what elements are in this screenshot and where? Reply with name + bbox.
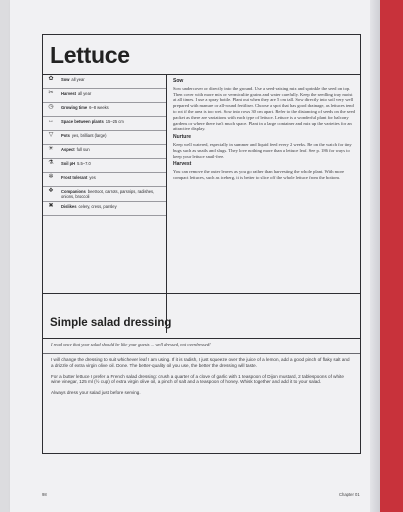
- recipe-paragraph: For a butter lettuce I prefer a French salad dressing: crush a quarter of a clove of garlic with 1 teaspoon of Dijon mustard, 2 tablespoons of white wine vinegar, 125 ml (½ cup) of extra virgin olive oil, a pinch of salt and a teaspoon of honey. Whisk together and add it to your salad.: [51, 373, 344, 385]
- sun-icon: ☀: [48, 146, 54, 152]
- fact-row: [43, 145, 166, 159]
- recipe-paragraph: Always dress your salad just before serving.: [51, 390, 141, 396]
- fact-label: Soil pH: [61, 161, 76, 166]
- ph-icon: ⚗: [48, 160, 54, 166]
- spacing-icon: ↔: [48, 118, 54, 124]
- fact-label: Companions: [61, 189, 86, 194]
- book-cover-edge: [380, 0, 403, 512]
- recipe-quote: I read once that your salad should be like your guests ... well dressed, not overdressed!: [51, 342, 211, 347]
- fact-value: beetroot, carrots, parsnips, radishes, onions, broccoli: [61, 189, 155, 199]
- fact-label: Dislikes: [61, 204, 77, 209]
- fact-content: [61, 91, 163, 96]
- facts-column: [43, 75, 167, 333]
- pot-icon: ▽: [48, 132, 54, 138]
- fact-row: [43, 117, 166, 131]
- recipe-paragraph: I will change the dressing to suit whichever leaf I am using. If it is radish, I just squeeze over the juice of a lemon, add a good pinch of flaky salt and a drizzle of extra virgin olive oil. Done. The better-quality oil you use, the better the dressing will taste.: [51, 357, 350, 368]
- fact-content: [61, 77, 163, 82]
- section-heading-nurture: Nurture: [173, 134, 192, 141]
- fact-content: [61, 133, 163, 138]
- fact-label: Space between plants: [61, 119, 104, 124]
- fact-value: 6–8 weeks: [89, 105, 109, 110]
- fact-content: [61, 175, 163, 180]
- page-edge: [370, 0, 380, 512]
- section-text-harvest: You can remove the outer leaves as you go rather than harvesting the whole plant. With more compact lettuces, such as iceberg, it is better to slice off the whole lettuce from the bottom.: [173, 169, 345, 180]
- recipe-body: [51, 357, 351, 401]
- section-divider: [43, 293, 360, 294]
- fact-value: 5.5–7.0: [77, 161, 91, 166]
- seedling-icon: ✿: [48, 76, 54, 82]
- fact-row: [43, 202, 166, 216]
- fact-content: [61, 105, 163, 110]
- fact-content: [61, 147, 163, 152]
- frost-icon: ✲: [48, 174, 54, 180]
- fact-content: [61, 189, 163, 199]
- section-heading-harvest: Harvest: [173, 161, 192, 168]
- fact-row: [43, 173, 166, 187]
- content-frame: [42, 34, 361, 454]
- fact-row: [43, 75, 166, 89]
- title-row: [43, 35, 360, 75]
- fact-label: Growing time: [61, 105, 88, 110]
- companion-icon: ❖: [48, 188, 54, 194]
- page-number: 98: [42, 492, 47, 497]
- fact-content: [61, 119, 163, 124]
- fact-label: Frost tolerant: [61, 175, 88, 180]
- fact-label: Aspect: [61, 147, 75, 152]
- fact-value: yes: [89, 175, 96, 180]
- fact-content: [61, 204, 163, 209]
- fact-value: all year: [78, 91, 92, 96]
- fact-label: Sow: [61, 77, 70, 82]
- fact-value: yes, brilliant (large): [71, 133, 107, 138]
- fact-content: [61, 161, 163, 166]
- fact-row: [43, 187, 166, 202]
- recipe-divider: [43, 338, 360, 339]
- fact-row: [43, 103, 166, 117]
- recipe-title: Simple salad dressing: [50, 317, 172, 329]
- fact-value: all year: [71, 77, 85, 82]
- quote-divider: [43, 353, 360, 354]
- fact-value: 15–25 cm: [105, 119, 124, 124]
- fact-label: Harvest: [61, 91, 77, 96]
- section-text-nurture: Keep well watered, especially in summer and liquid feed every 2 weeks. Be on the watch for tiny bugs such as snails and slugs. They love nothing more than a lettuce leaf. See p. 186 for ways to keep your lettuce snail-free.: [173, 141, 352, 159]
- fact-row: [43, 89, 166, 103]
- fact-value: celery, cress, parsley: [78, 204, 117, 209]
- section-heading-sow: Sow: [173, 78, 184, 84]
- chapter-label: Chapter 01: [339, 492, 360, 497]
- fact-label: Pots: [61, 133, 70, 138]
- page-title: Lettuce: [50, 42, 130, 68]
- harvest-icon: ✂: [48, 90, 54, 96]
- fact-value: full sun: [76, 147, 90, 152]
- fact-row: [43, 159, 166, 173]
- fact-row: [43, 131, 166, 145]
- clock-icon: ◷: [48, 104, 54, 110]
- section-text-sow: Sow undercover or directly into the ground. Use a seed-raising mix and sprinkle the seed on top. Then cover with more mix or vermiculite grains and water carefully. Keep the seedling tray moist at all times. I use a spray bottle. Plant out when they are 5 cm tall. Sow directly into soil very well prepared with manure or all-round fertiliser. Choose a spot that has good drainage, as lettuces tend to rot if the area is too wet. Sow into rows 30 cm apart. Refer to the distancing of seeds on the seed packet as there are variations with each type of lettuce. Lettuce is a wonderful plant for balcony gardens or where there isn't much space. Plant in a large container and mix up the varieties for an attractive display.: [173, 85, 355, 132]
- dislike-icon: ✖: [48, 203, 54, 209]
